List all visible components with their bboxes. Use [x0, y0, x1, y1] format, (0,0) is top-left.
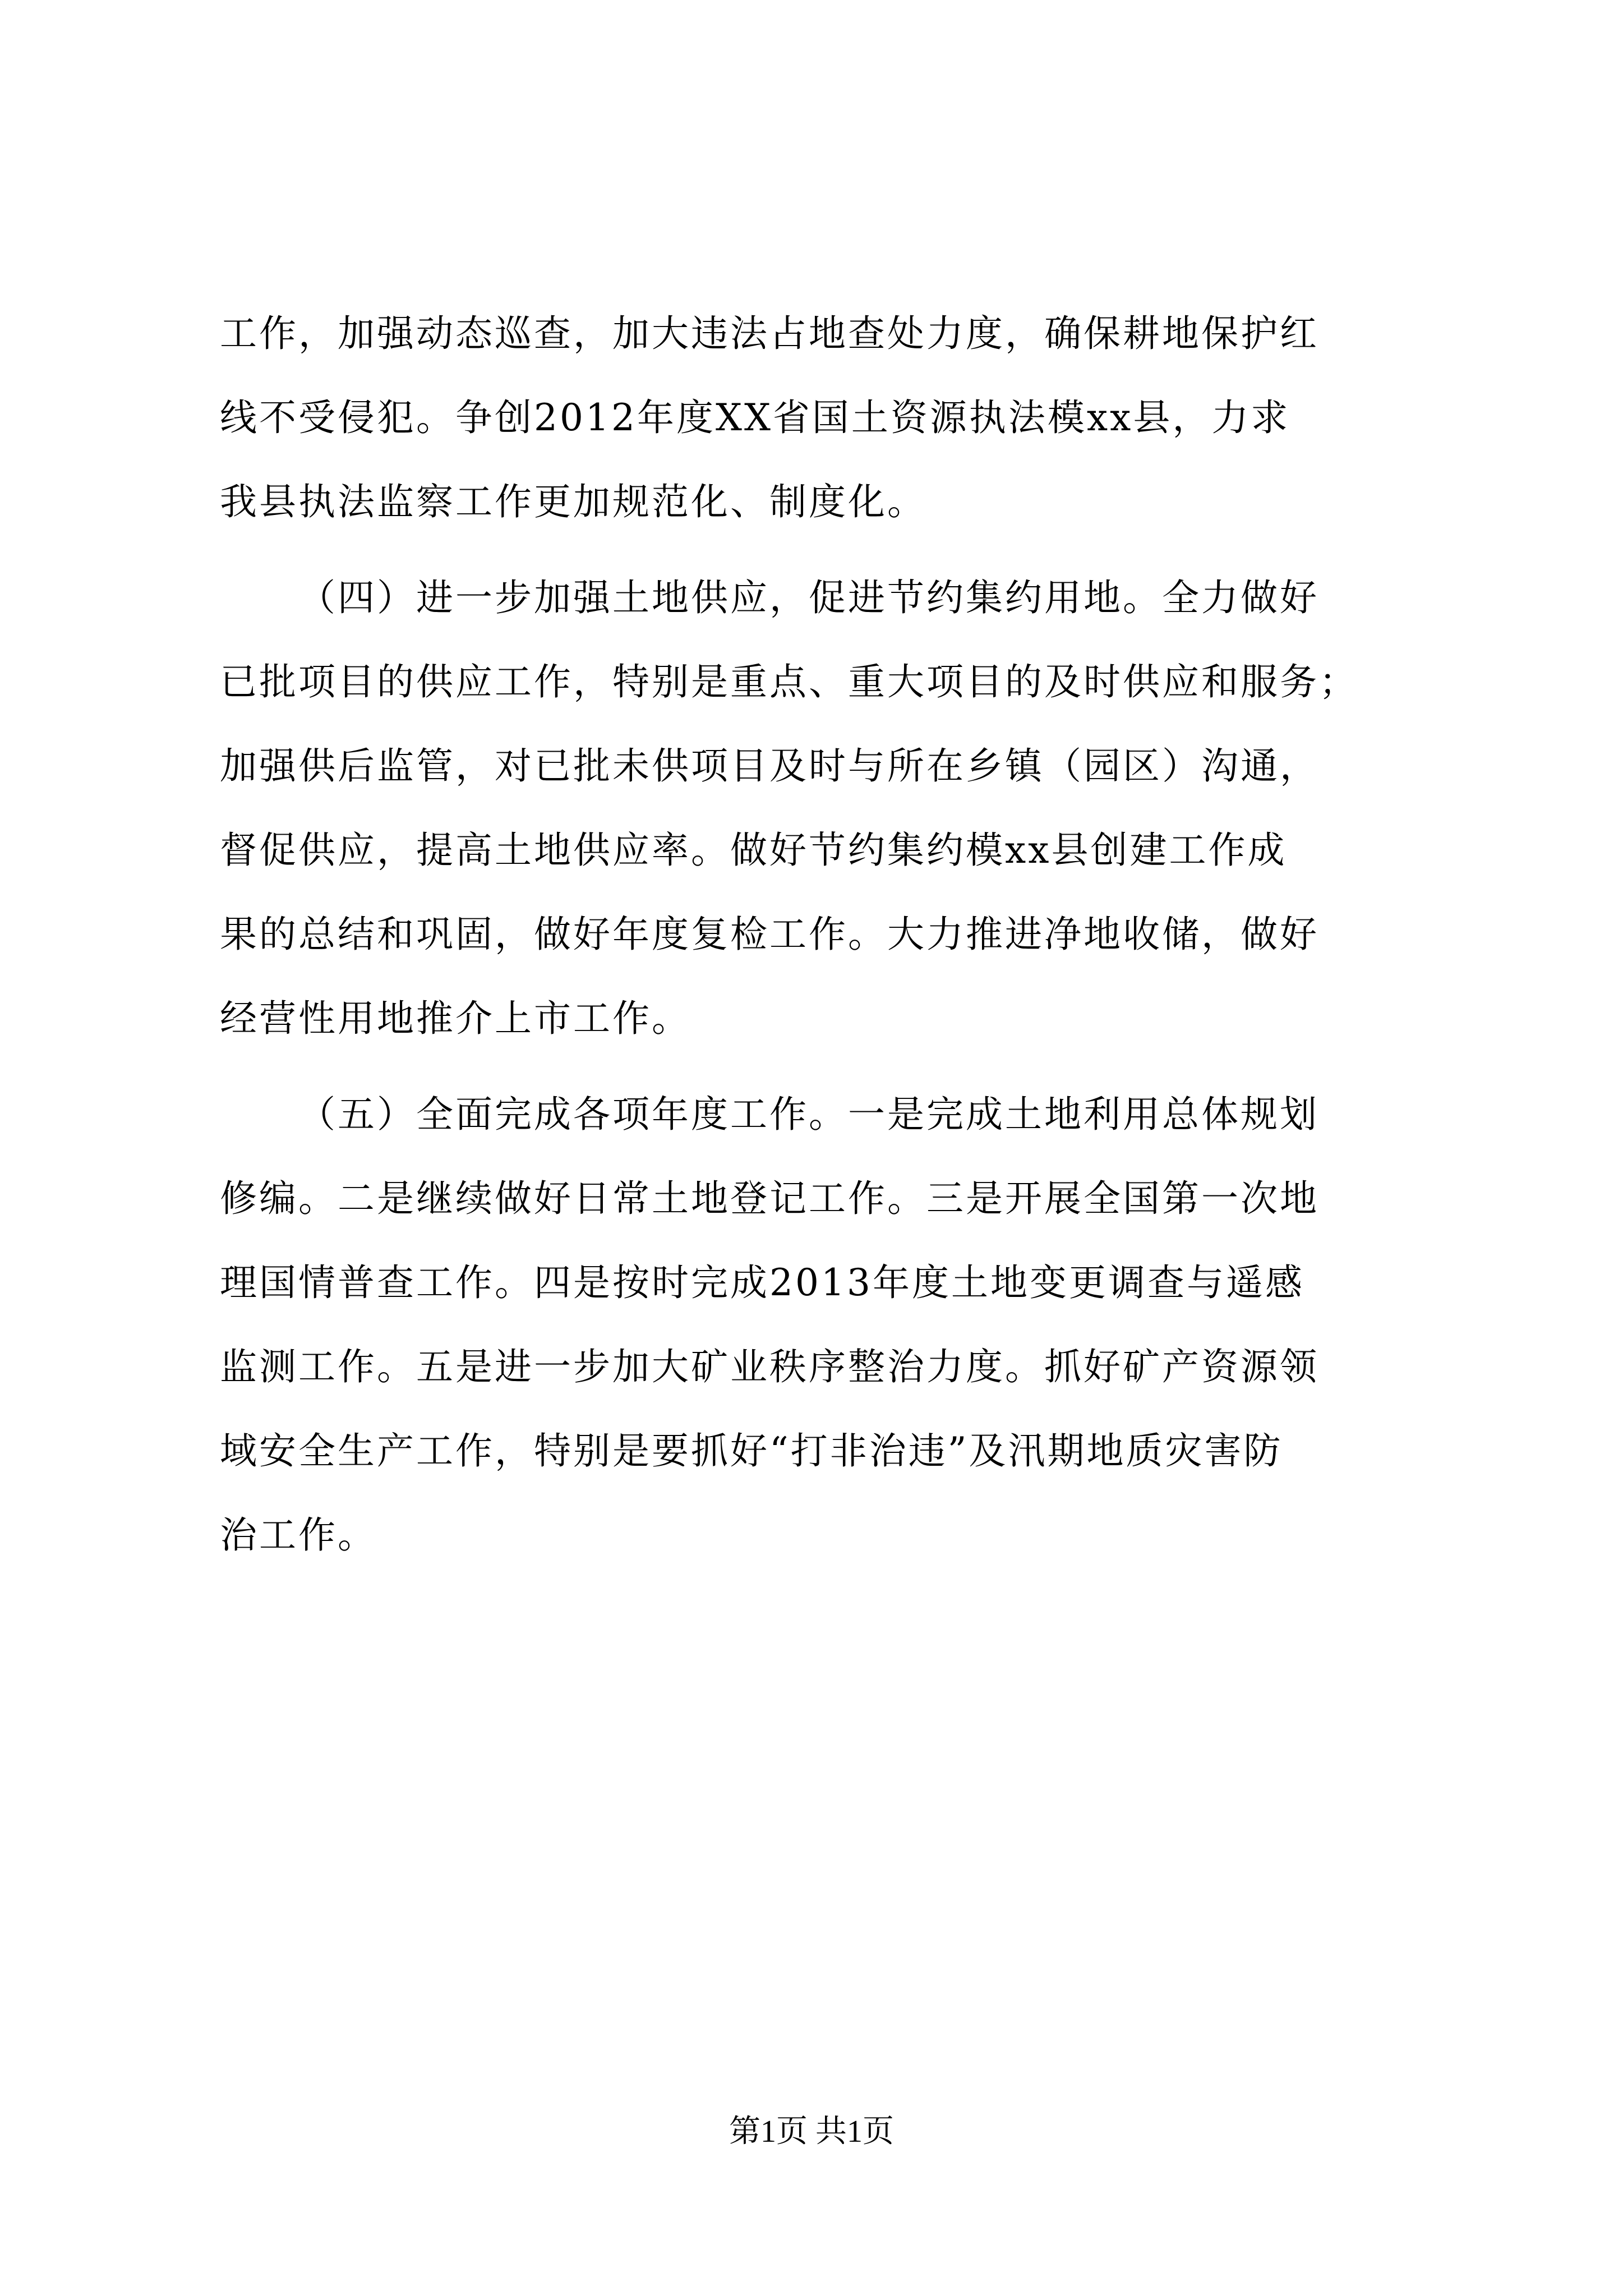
text-line: 工作，加强动态巡查，加大违法占地查处力度，确保耕地保护红 [220, 312, 1319, 355]
text-line: 督促供应，提高土地供应率。做好节约集约模xx县创建工作成 [220, 829, 1287, 872]
text-line: 修编。二是继续做好日常土地登记工作。三是开展全国第一次地 [220, 1177, 1319, 1220]
page-number-footer: 第1页 共1页 [729, 2114, 894, 2149]
paragraph-first-line: （四）进一步加强土地供应，促进节约集约用地。全力做好 [298, 576, 1319, 619]
text-line: 已批项目的供应工作，特别是重点、重大项目的及时供应和服务； [220, 660, 1358, 703]
text-line: 经营性用地推介上市工作。 [220, 997, 691, 1040]
text-line: 域安全生产工作，特别是要抓好“打非治违”及汛期地质灾害防 [220, 1429, 1283, 1473]
text-line: 理国情普查工作。四是按时完成2013年度土地变更调查与遥感 [220, 1261, 1304, 1304]
text-line: 加强供后监管，对已批未供项目及时与所在乡镇（园区）沟通， [220, 744, 1319, 788]
document-body [220, 292, 1404, 1577]
paragraph-spacer [220, 1061, 1404, 1073]
text-line: 监测工作。五是进一步加大矿业秩序整治力度。抓好矿产资源领 [220, 1345, 1319, 1388]
text-line: 治工作。 [220, 1513, 377, 1557]
text-line: 果的总结和巩固，做好年度复检工作。大力推进净地收储，做好 [220, 913, 1319, 956]
paragraph-first-line: （五）全面完成各项年度工作。一是完成土地利用总体规划 [298, 1093, 1319, 1136]
paragraph-spacer [220, 544, 1404, 556]
text-line: 我县执法监察工作更加规范化、制度化。 [220, 480, 926, 523]
text-line: 线不受侵犯。争创2012年度XX省国土资源执法模xx县，力求 [220, 396, 1290, 439]
